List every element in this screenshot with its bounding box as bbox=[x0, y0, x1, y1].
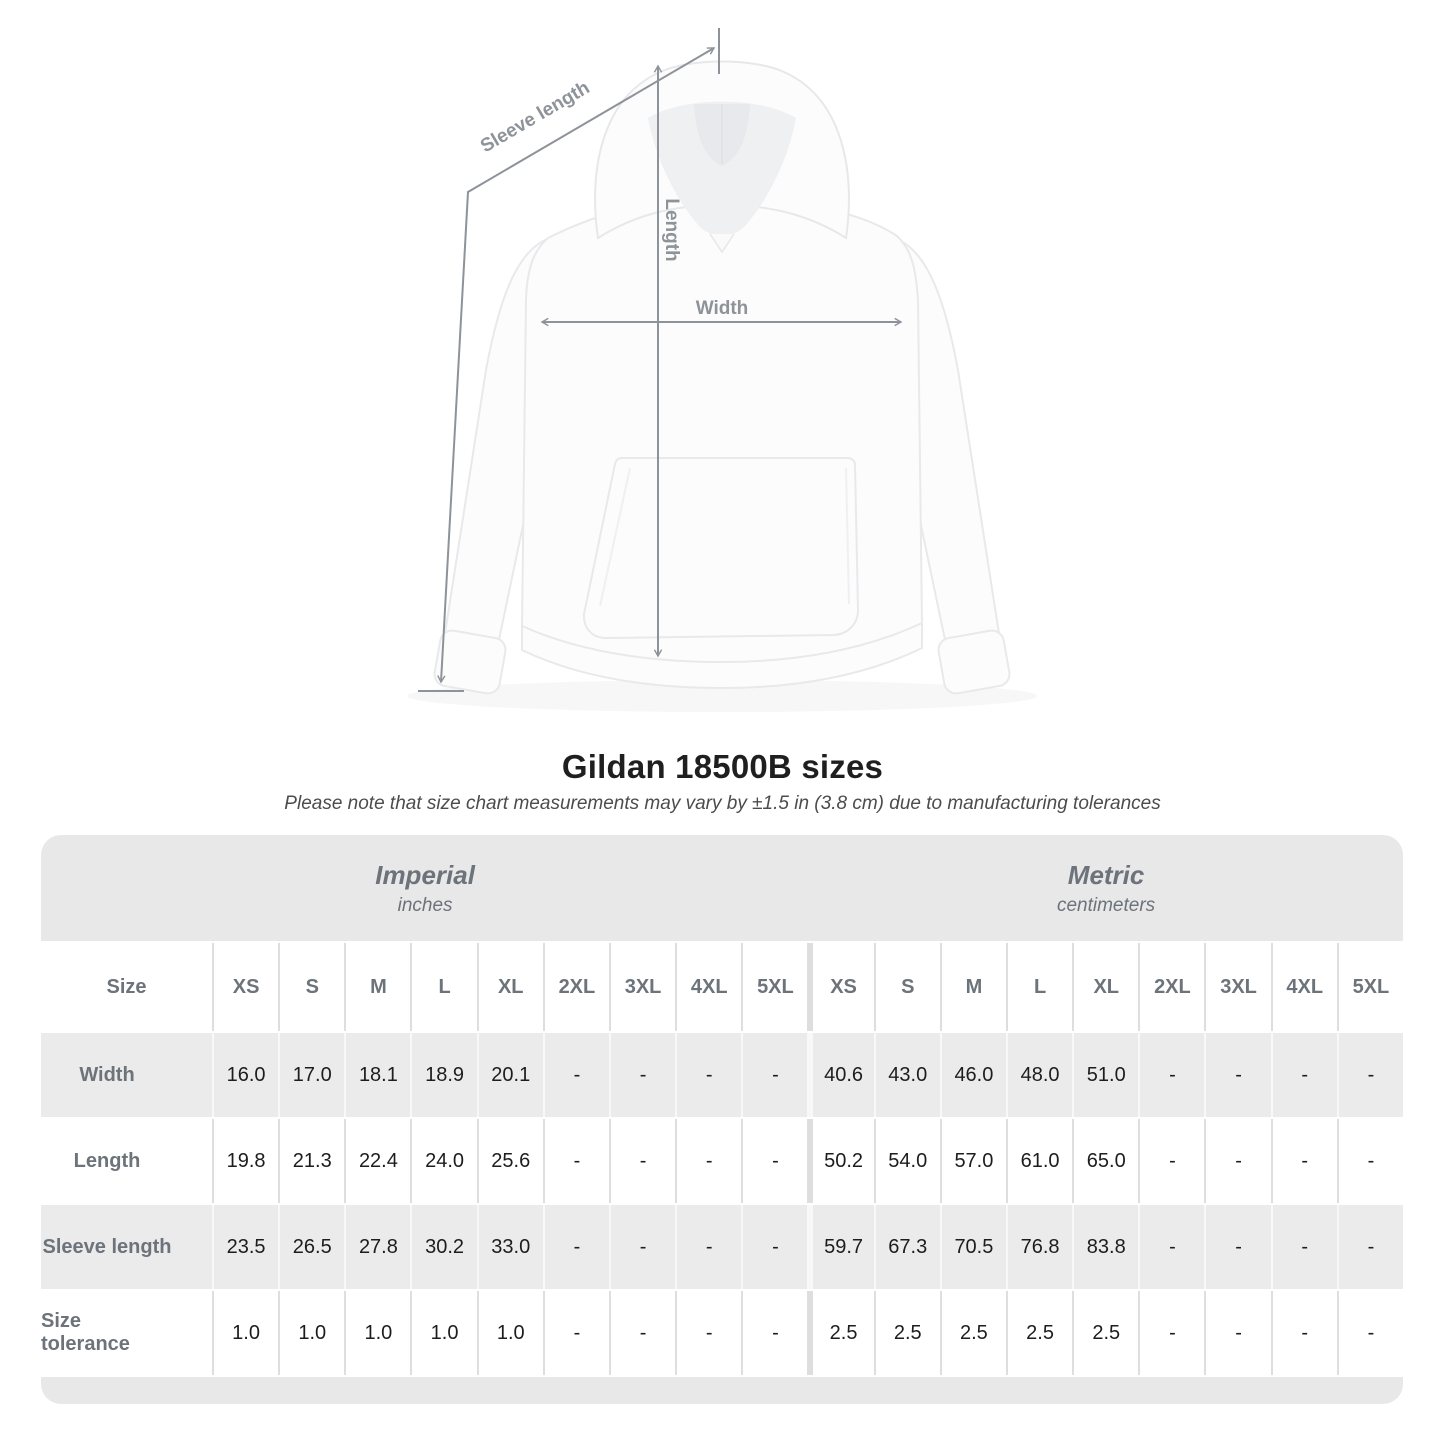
metric-header bbox=[809, 835, 1403, 941]
value-cell-metric-s: 43.0 bbox=[874, 1033, 940, 1117]
size-header-metric-2xl: 2XL bbox=[1138, 943, 1204, 1031]
size-header-metric-xl: XL bbox=[1072, 943, 1138, 1031]
value-cell-imperial-m: 27.8 bbox=[344, 1205, 410, 1289]
size-header-imperial-5xl: 5XL bbox=[741, 943, 807, 1031]
value-cell-imperial-3xl: - bbox=[609, 1033, 675, 1117]
value-cell-metric-xl: 65.0 bbox=[1072, 1119, 1138, 1203]
size-header-imperial-xl: XL bbox=[477, 943, 543, 1031]
value-cell-metric-l: 2.5 bbox=[1006, 1291, 1072, 1375]
row-label: Length bbox=[41, 1119, 212, 1203]
sleeve-length-label: Sleeve length bbox=[477, 77, 594, 158]
value-cell-imperial-xs: 1.0 bbox=[212, 1291, 278, 1375]
size-header-metric-3xl: 3XL bbox=[1204, 943, 1270, 1031]
value-cell-metric-2xl: - bbox=[1138, 1119, 1204, 1203]
size-header-imperial-m: M bbox=[344, 943, 410, 1031]
value-cell-imperial-m: 22.4 bbox=[344, 1119, 410, 1203]
size-header-metric-4xl: 4XL bbox=[1271, 943, 1337, 1031]
imperial-sublabel: inches bbox=[397, 894, 453, 916]
value-cell-metric-xs: 50.2 bbox=[807, 1119, 873, 1203]
value-cell-metric-5xl: - bbox=[1337, 1033, 1403, 1117]
table-footer-band bbox=[41, 1377, 1403, 1404]
metric-sublabel: centimeters bbox=[1056, 894, 1156, 916]
value-cell-metric-3xl: - bbox=[1204, 1205, 1270, 1289]
value-cell-metric-4xl: - bbox=[1271, 1291, 1337, 1375]
tolerance-note: Please note that size chart measurements may vary by ±1.5 in (3.8 cm) due to manufacturing tolerances bbox=[284, 793, 1161, 814]
value-cell-imperial-xl: 33.0 bbox=[477, 1205, 543, 1289]
value-cell-imperial-s: 21.3 bbox=[278, 1119, 344, 1203]
imperial-header bbox=[41, 835, 809, 941]
value-cell-imperial-l: 30.2 bbox=[410, 1205, 476, 1289]
value-cell-imperial-m: 18.1 bbox=[344, 1033, 410, 1117]
value-cell-imperial-s: 17.0 bbox=[278, 1033, 344, 1117]
value-cell-imperial-5xl: - bbox=[741, 1033, 807, 1117]
page-title: Gildan 18500B sizes bbox=[561, 748, 884, 785]
value-cell-metric-m: 2.5 bbox=[940, 1291, 1006, 1375]
value-cell-imperial-2xl: - bbox=[543, 1033, 609, 1117]
size-header-imperial-l: L bbox=[410, 943, 476, 1031]
row-label: Sleeve length bbox=[41, 1205, 212, 1289]
value-cell-imperial-s: 1.0 bbox=[278, 1291, 344, 1375]
size-header-imperial-s: S bbox=[278, 943, 344, 1031]
units-header-band bbox=[41, 835, 1403, 941]
size-header-imperial-xs: XS bbox=[212, 943, 278, 1031]
value-cell-metric-xs: 2.5 bbox=[807, 1291, 873, 1375]
value-cell-metric-2xl: - bbox=[1138, 1205, 1204, 1289]
width-label: Width bbox=[695, 298, 749, 319]
length-label: Length bbox=[661, 198, 682, 262]
size-header-metric-5xl: 5XL bbox=[1337, 943, 1403, 1031]
value-cell-imperial-l: 24.0 bbox=[410, 1119, 476, 1203]
value-cell-metric-4xl: - bbox=[1271, 1205, 1337, 1289]
value-cell-metric-3xl: - bbox=[1204, 1291, 1270, 1375]
value-cell-imperial-xl: 1.0 bbox=[477, 1291, 543, 1375]
table-row-width bbox=[41, 1033, 1403, 1117]
value-cell-imperial-xs: 23.5 bbox=[212, 1205, 278, 1289]
value-cell-metric-5xl: - bbox=[1337, 1205, 1403, 1289]
value-cell-metric-5xl: - bbox=[1337, 1291, 1403, 1375]
value-cell-imperial-l: 18.9 bbox=[410, 1033, 476, 1117]
value-cell-metric-m: 57.0 bbox=[940, 1119, 1006, 1203]
value-cell-imperial-5xl: - bbox=[741, 1291, 807, 1375]
value-cell-metric-l: 76.8 bbox=[1006, 1205, 1072, 1289]
value-cell-metric-3xl: - bbox=[1204, 1033, 1270, 1117]
size-header-metric-l: L bbox=[1006, 943, 1072, 1031]
value-cell-metric-4xl: - bbox=[1271, 1119, 1337, 1203]
table-row-sleeve-length bbox=[41, 1205, 1403, 1289]
value-cell-imperial-5xl: - bbox=[741, 1119, 807, 1203]
hoodie-pocket bbox=[584, 458, 858, 638]
value-cell-imperial-2xl: - bbox=[543, 1119, 609, 1203]
value-cell-imperial-3xl: - bbox=[609, 1291, 675, 1375]
size-header-metric-s: S bbox=[874, 943, 940, 1031]
value-cell-imperial-xl: 25.6 bbox=[477, 1119, 543, 1203]
size-corner-label: Size bbox=[41, 943, 212, 1031]
value-cell-imperial-2xl: - bbox=[543, 1205, 609, 1289]
value-cell-metric-m: 46.0 bbox=[940, 1033, 1006, 1117]
value-cell-imperial-xl: 20.1 bbox=[477, 1033, 543, 1117]
value-cell-metric-s: 54.0 bbox=[874, 1119, 940, 1203]
value-cell-imperial-4xl: - bbox=[675, 1033, 741, 1117]
size-header-metric-xs: XS bbox=[807, 943, 873, 1031]
value-cell-imperial-l: 1.0 bbox=[410, 1291, 476, 1375]
size-header-imperial-3xl: 3XL bbox=[609, 943, 675, 1031]
value-cell-imperial-2xl: - bbox=[543, 1291, 609, 1375]
value-cell-metric-5xl: - bbox=[1337, 1119, 1403, 1203]
imperial-label: Imperial bbox=[375, 859, 475, 890]
size-header-imperial-2xl: 2XL bbox=[543, 943, 609, 1031]
value-cell-metric-s: 67.3 bbox=[874, 1205, 940, 1289]
table-row-size-tolerance bbox=[41, 1291, 1403, 1375]
value-cell-metric-l: 61.0 bbox=[1006, 1119, 1072, 1203]
row-label: Width bbox=[41, 1033, 212, 1117]
value-cell-imperial-4xl: - bbox=[675, 1291, 741, 1375]
value-cell-metric-xs: 59.7 bbox=[807, 1205, 873, 1289]
value-cell-metric-xl: 51.0 bbox=[1072, 1033, 1138, 1117]
value-cell-imperial-4xl: - bbox=[675, 1119, 741, 1203]
value-cell-imperial-xs: 16.0 bbox=[212, 1033, 278, 1117]
value-cell-imperial-5xl: - bbox=[741, 1205, 807, 1289]
value-cell-metric-s: 2.5 bbox=[874, 1291, 940, 1375]
size-header-row bbox=[41, 943, 1403, 1031]
value-cell-metric-4xl: - bbox=[1271, 1033, 1337, 1117]
value-cell-imperial-3xl: - bbox=[609, 1205, 675, 1289]
value-cell-imperial-xs: 19.8 bbox=[212, 1119, 278, 1203]
row-label: Size tolerance bbox=[41, 1291, 212, 1375]
value-cell-metric-l: 48.0 bbox=[1006, 1033, 1072, 1117]
value-cell-imperial-4xl: - bbox=[675, 1205, 741, 1289]
size-table bbox=[41, 835, 1403, 1404]
table-row-length bbox=[41, 1119, 1403, 1203]
size-grid bbox=[41, 943, 1403, 1375]
value-cell-imperial-m: 1.0 bbox=[344, 1291, 410, 1375]
value-cell-metric-3xl: - bbox=[1204, 1119, 1270, 1203]
metric-label: Metric bbox=[1067, 859, 1145, 890]
size-header-imperial-4xl: 4XL bbox=[675, 943, 741, 1031]
value-cell-imperial-s: 26.5 bbox=[278, 1205, 344, 1289]
value-cell-metric-2xl: - bbox=[1138, 1033, 1204, 1117]
value-cell-metric-xs: 40.6 bbox=[807, 1033, 873, 1117]
value-cell-metric-xl: 2.5 bbox=[1072, 1291, 1138, 1375]
value-cell-imperial-3xl: - bbox=[609, 1119, 675, 1203]
size-header-metric-m: M bbox=[940, 943, 1006, 1031]
value-cell-metric-m: 70.5 bbox=[940, 1205, 1006, 1289]
value-cell-metric-2xl: - bbox=[1138, 1291, 1204, 1375]
value-cell-metric-xl: 83.8 bbox=[1072, 1205, 1138, 1289]
